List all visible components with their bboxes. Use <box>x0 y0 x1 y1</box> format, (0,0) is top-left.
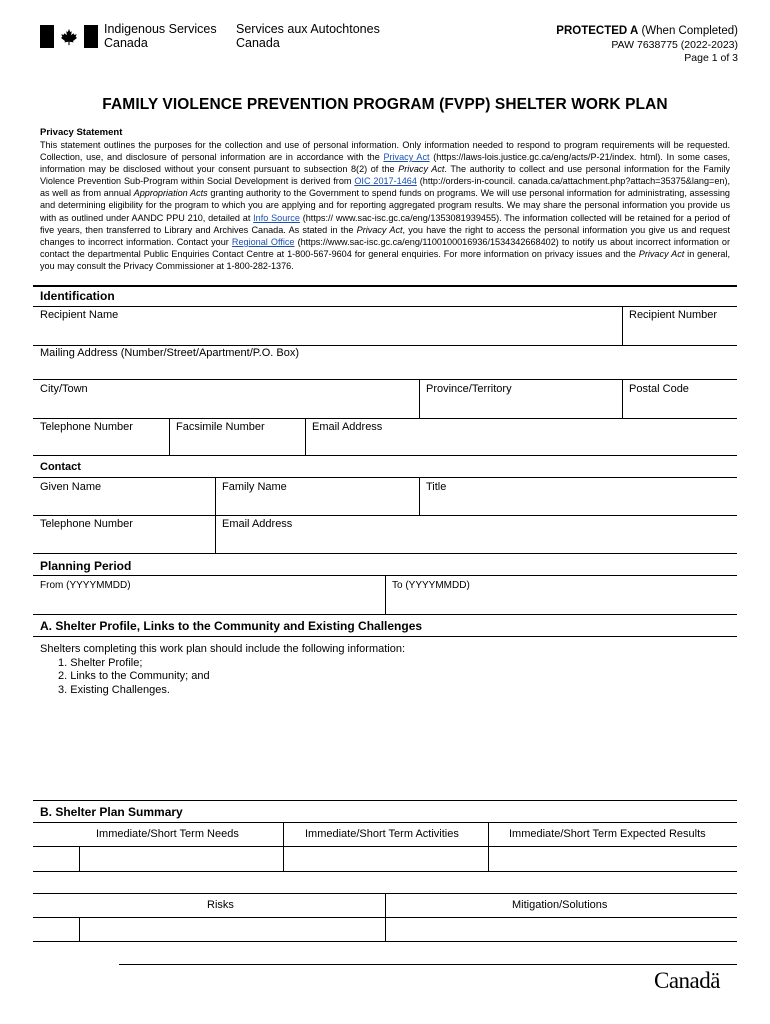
department-name-en: Indigenous Services Canada <box>104 22 217 50</box>
oic-link[interactable]: OIC 2017-1464 <box>354 176 417 187</box>
divider <box>33 515 737 516</box>
page-info: Page 1 of 3 <box>684 52 738 64</box>
field-separator <box>622 379 623 418</box>
field-separator <box>622 306 623 345</box>
planning-period-heading: Planning Period <box>40 559 132 573</box>
canada-wordmark: Canadä <box>654 968 720 993</box>
instructions-intro: Shelters completing this work plan should include the following information: <box>40 643 406 655</box>
protected-status: PROTECTED A (When Completed) <box>556 25 738 37</box>
field-separator <box>305 418 306 455</box>
list-item: 1. Shelter Profile; <box>58 656 143 669</box>
divider <box>33 553 737 554</box>
contact-heading: Contact <box>40 461 81 473</box>
field-separator <box>385 575 386 614</box>
col-header-risks: Risks <box>207 899 234 911</box>
field-separator <box>419 379 420 418</box>
divider <box>33 455 737 456</box>
given-name-field[interactable]: Given Name <box>40 481 102 493</box>
city-town-field[interactable]: City/Town <box>40 383 88 395</box>
recipient-number-field[interactable]: Recipient Number <box>629 309 718 321</box>
province-territory-field[interactable]: Province/Territory <box>426 383 512 395</box>
mailing-address-field[interactable]: Mailing Address (Number/Street/Apartment/P.O. Box) <box>40 347 300 359</box>
column-separator <box>79 917 80 941</box>
section-b-heading: B. Shelter Plan Summary <box>40 805 183 819</box>
identification-heading: Identification <box>40 289 115 303</box>
divider <box>33 846 737 847</box>
table-row[interactable] <box>33 871 737 872</box>
telephone-number-field[interactable]: Telephone Number <box>40 421 133 433</box>
recipient-name-field[interactable]: Recipient Name <box>40 309 119 321</box>
title-field[interactable]: Title <box>426 481 447 493</box>
canada-flag-logo <box>40 25 98 48</box>
to-date-field[interactable]: To (YYYYMMDD) <box>392 580 470 591</box>
family-name-field[interactable]: Family Name <box>222 481 287 493</box>
section-a-instructions[interactable] <box>40 643 405 697</box>
divider <box>33 917 737 918</box>
divider <box>33 477 737 478</box>
privacy-heading: Privacy Statement <box>40 127 123 138</box>
divider <box>33 285 737 287</box>
list-item: 3. Existing Challenges. <box>58 683 170 696</box>
section-a-heading: A. Shelter Profile, Links to the Community and Existing Challenges <box>40 619 423 633</box>
footer-divider <box>119 964 737 965</box>
col-header-needs: Immediate/Short Term Needs <box>96 828 239 840</box>
divider <box>33 379 737 380</box>
divider <box>33 636 737 637</box>
col-header-activities: Immediate/Short Term Activities <box>305 828 459 840</box>
form-number: PAW 7638775 (2022-2023) <box>611 39 738 51</box>
field-separator <box>419 477 420 515</box>
privacy-statement: This statement outlines the purposes for the collection and use of personal information. Only information needed to respond to program requirements will be requested. Collection, use, and disclosure of personal information are in accordance with the Privacy Act (https://laws-lois.justice.gc.ca/eng/acts/P-21/index. html). In some cases, information may be disclosed without your consent pursuant to subsection 8(2) of the Privacy Act. The authority to collect and use personal information for the Family Violence Prevention Sub-Program within Social Development is derived from OIC 2017-1464 (http://orders-in-council. canada.ca/attachment.php?attach=35375&lang=en), as well as from annual Appropriation Acts granting authority to the Government to spend funds on programs. We will use personal information for administrating, assessing and determining eligibility for the program to which you are applying and for reporting aggregated program results. We may share the personal information you provide us with as outlined under AANDC PPU 210, detailed at Info Source (https:// www.sac-isc.gc.ca/eng/1353081939455). The information collected will be retained for a period of five years, then transferred to Library and Archives Canada. As stated in the Privacy Act, you have the right to access the personal information you give us and request changes to incorrect information. Contact your Regional Office (https://www.sac-isc.gc.ca/eng/1100100016936/1534342668402) to notify us about incorrect information or contact the departmental Public Enquiries Contact Centre at 1-800-567-9604 for general enquiries. For more information on privacy issues and the Privacy Act in general, you may consult the Privacy Commissioner at 1-800-282-1376. <box>40 140 731 271</box>
divider <box>33 822 737 823</box>
info-source-link[interactable]: Info Source <box>253 212 300 223</box>
col-header-results: Immediate/Short Term Expected Results <box>509 828 706 840</box>
postal-code-field[interactable]: Postal Code <box>629 383 689 395</box>
divider <box>33 306 737 307</box>
page-title: FAMILY VIOLENCE PREVENTION PROGRAM (FVPP) SHELTER WORK PLAN <box>102 96 668 113</box>
privacy-act-link[interactable]: Privacy Act <box>383 152 430 163</box>
divider <box>33 345 737 346</box>
regional-office-link[interactable]: Regional Office <box>231 236 295 247</box>
field-separator <box>169 418 170 455</box>
contact-telephone-field[interactable]: Telephone Number <box>40 518 133 530</box>
facsimile-number-field[interactable]: Facsimile Number <box>176 421 265 433</box>
from-date-field[interactable]: From (YYYYMMDD) <box>40 580 131 591</box>
maple-leaf-icon <box>60 28 78 46</box>
list-item: 2. Links to the Community; and <box>58 670 210 683</box>
divider <box>33 614 737 615</box>
divider <box>33 418 737 419</box>
column-separator <box>79 846 80 871</box>
email-address-field[interactable]: Email Address <box>312 421 383 433</box>
divider <box>33 800 737 801</box>
table-row[interactable] <box>33 941 737 942</box>
department-name-fr: Services aux Autochtones Canada <box>236 22 380 50</box>
contact-email-field[interactable]: Email Address <box>222 518 293 530</box>
col-header-mitigation: Mitigation/Solutions <box>512 899 608 911</box>
